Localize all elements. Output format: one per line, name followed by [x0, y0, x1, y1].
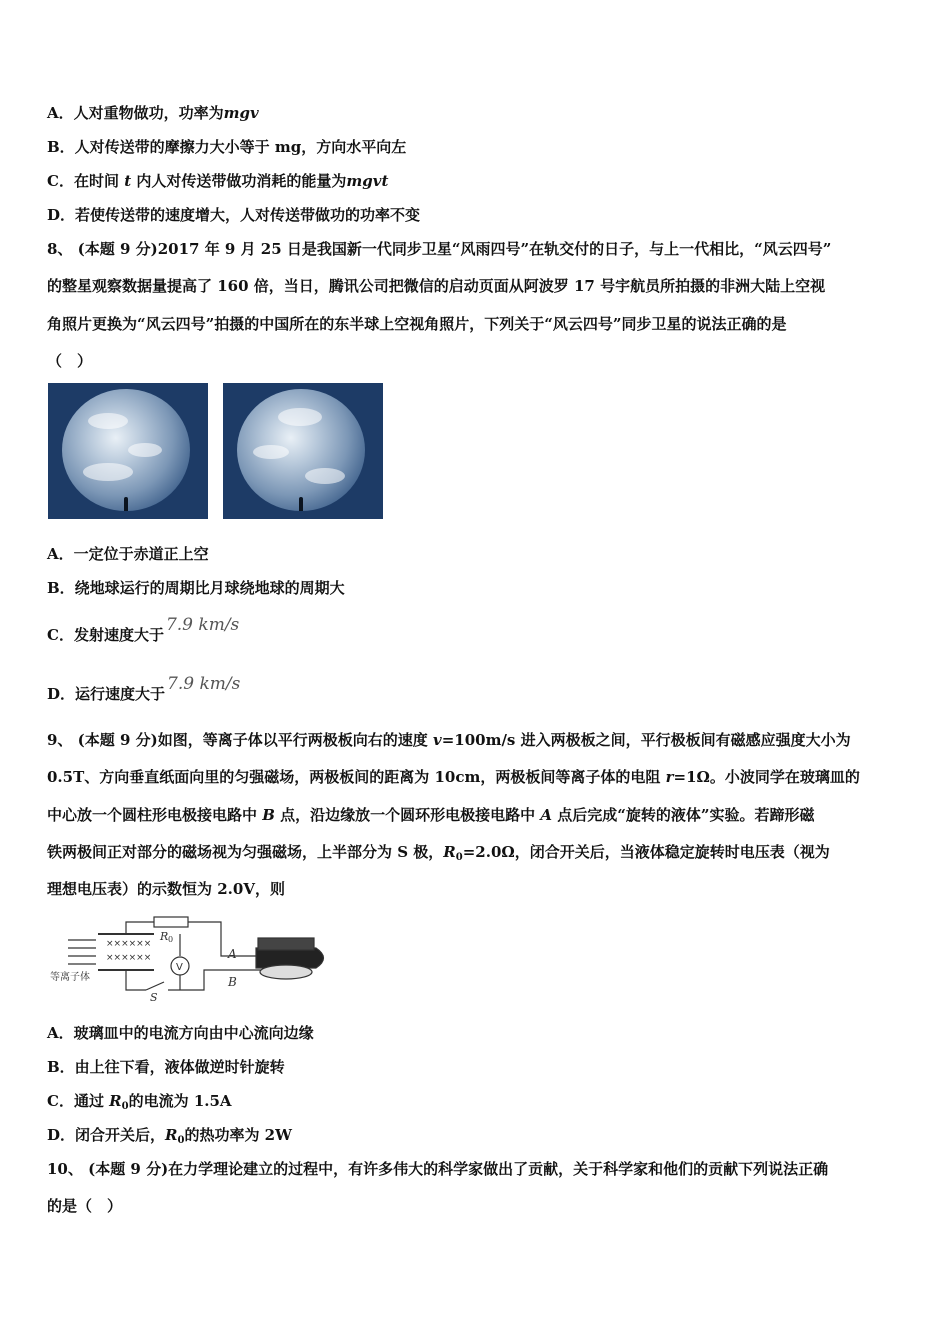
q7-option-c-t: t — [124, 172, 132, 190]
earth-photo-africa — [48, 383, 208, 519]
q10-stem-line2: 的是（ ） — [47, 1197, 123, 1215]
q9-r0: R — [443, 843, 456, 861]
wire — [188, 922, 264, 956]
q9-point-b: B — [262, 806, 275, 824]
q7-option-b: B．人对传送带的摩擦力大小等于 mg，方向水平向左 — [47, 138, 407, 156]
q8-stem-line1: 8、 (本题 9 分)2017 年 9 月 25 日是我国新一代同步卫星“风雨四号”在轨交付的日子，与上一代相比，“风云四号” — [47, 240, 832, 258]
q8-stem-line2: 的整星观察数据量提高了 160 倍，当日，腾讯公司把微信的启动页面从阿波罗 17 号宇航员所拍摄的非洲大陆上空视 — [47, 277, 826, 295]
q8-option-d-speed: 7.9 km/s — [167, 674, 241, 694]
q9-stem-line1 — [47, 730, 851, 750]
q9-text: D．闭合开关后， — [47, 1126, 166, 1144]
q9-text: =100m/s 进入两极板之间，平行极板间有磁感应强度大小为 — [441, 731, 851, 749]
q9-text: 9、 (本题 9 分)如图，等离子体以平行两极板向右的速度 — [47, 731, 433, 749]
q7-option-a — [47, 103, 259, 123]
glass-dish — [260, 965, 312, 979]
cloud — [305, 468, 345, 484]
q9-option-a: A．玻璃皿中的电流方向由中心流向边缘 — [47, 1024, 314, 1042]
q9-r0: R — [109, 1092, 122, 1110]
magnet-top — [258, 938, 314, 950]
cloud — [88, 413, 128, 429]
q9-stem-line2 — [47, 767, 860, 787]
q7-option-c-text: C．在时间 — [47, 172, 119, 190]
cloud — [128, 443, 162, 457]
wire — [168, 970, 264, 990]
q8-stem-line3: 角照片更换为“风云四号”拍摄的中国所在的东半球上空视角照片，下列关于“风云四号”同步卫星的说法正确的是 — [47, 315, 787, 333]
q9-r0-sub: 0 — [455, 852, 463, 863]
q9-r0-sub: 0 — [177, 1135, 185, 1146]
q9-text: 点后完成“旋转的液体”实验。若蹄形磁 — [552, 806, 815, 824]
label-s: S — [150, 991, 158, 1004]
field-x-row2: ×××××× — [106, 953, 152, 963]
q9-option-d — [47, 1125, 292, 1148]
q9-text: =1Ω。小波同学在玻璃皿的 — [673, 768, 860, 786]
q9-text: 的热功率为 2W — [184, 1126, 292, 1144]
label-a: A — [228, 947, 237, 961]
label-r0-sub: 0 — [168, 935, 174, 944]
wire — [126, 970, 146, 990]
person-silhouette — [299, 497, 303, 511]
label-plasma: 等离子体 — [50, 972, 90, 983]
label-v: V — [176, 962, 183, 973]
q9-v: v — [432, 731, 442, 749]
q9-stem-line4 — [47, 842, 830, 865]
q9-text: 中心放一个圆柱形电极接电路中 — [47, 806, 263, 824]
q7-option-a-text: A．人对重物做功，功率为 — [47, 104, 224, 122]
earth-photo-china — [223, 383, 383, 519]
q9-text: 0.5T、方向垂直纸面向里的匀强磁场，两极板间的距离为 10cm，两极板间等离子体的电阻 — [47, 768, 666, 786]
q9-stem-line3 — [47, 805, 815, 825]
q9-r0: R — [165, 1126, 178, 1144]
q9-option-c — [47, 1091, 232, 1114]
q7-option-c — [47, 171, 388, 191]
field-x-row1: ×××××× — [106, 939, 152, 949]
cloud — [253, 445, 289, 459]
q8-option-c — [47, 615, 240, 645]
switch-s — [146, 982, 164, 990]
q10-stem-line1: 10、 (本题 9 分)在力学理论建立的过程中，有许多伟大的科学家做出了贡献，关于科学家和他们的贡献下列说法正确 — [47, 1160, 829, 1178]
circuit-diagram — [46, 912, 336, 1004]
label-b: B — [228, 975, 237, 989]
q8-option-d — [47, 674, 241, 704]
q9-text: C．通过 — [47, 1092, 110, 1110]
q8-option-d-text: D．运行速度大于 — [47, 685, 166, 703]
q7-option-a-formula: mgv — [223, 104, 259, 122]
q7-option-d: D．若使传送带的速度增大，人对传送带做功的功率不变 — [47, 206, 421, 224]
q7-option-c-middle: 内人对传送带做功消耗的能量为 — [136, 172, 347, 190]
q8-option-a: A．一定位于赤道正上空 — [47, 545, 209, 563]
cloud — [278, 408, 322, 426]
q9-text: 点，沿边缘放一个圆环形电极接电路中 — [274, 806, 541, 824]
q8-stem-line4: （ ） — [47, 352, 93, 370]
earth-globe — [62, 389, 190, 511]
q9-text: =2.0Ω，闭合开关后，当液体稳定旋转时电压表（视为 — [462, 843, 830, 861]
q9-r0-sub: 0 — [121, 1101, 129, 1112]
q9-r: r — [665, 768, 674, 786]
q9-stem-line5: 理想电压表）的示数恒为 2.0V，则 — [47, 880, 285, 898]
q9-point-a: A — [540, 806, 553, 824]
q8-option-c-text: C．发射速度大于 — [47, 626, 164, 644]
q9-option-b: B．由上往下看，液体做逆时针旋转 — [47, 1058, 285, 1076]
q8-option-b: B．绕地球运行的周期比月球绕地球的周期大 — [47, 579, 345, 597]
person-silhouette — [124, 497, 128, 511]
cloud — [83, 463, 133, 481]
q9-text: 铁两极间正对部分的磁场视为匀强磁场，上半部分为 S 极， — [47, 843, 444, 861]
q8-option-c-speed: 7.9 km/s — [165, 615, 240, 635]
label-r0: R — [160, 930, 169, 943]
wire — [126, 922, 154, 934]
q9-text: 的电流为 1.5A — [128, 1092, 232, 1110]
q7-option-c-formula: mgvt — [346, 172, 389, 190]
resistor-r0 — [154, 917, 188, 927]
